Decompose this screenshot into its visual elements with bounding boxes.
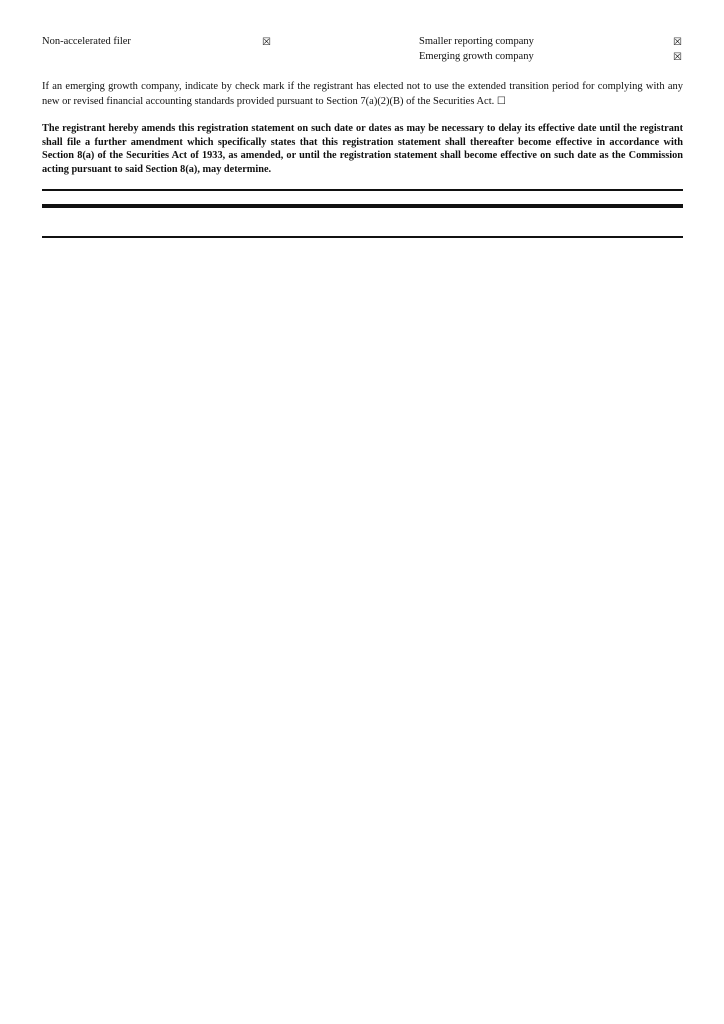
non-accelerated-filer-checkbox[interactable]: ☒ [262, 37, 271, 48]
emerging-growth-company-label: Emerging growth company [419, 51, 534, 62]
smaller-reporting-company-label: Smaller reporting company [419, 36, 534, 47]
transition-period-text: If an emerging growth company, indicate by check mark if the registrant has elected not to use the extended transition period for complying with any new or revised financial accounting standards provided pursuant to Section 7(a)(2)(B) of the Securities Act. [42, 81, 683, 107]
transition-period-checkbox[interactable]: ☐ [496, 96, 506, 107]
delaying-amendment-paragraph: The registrant hereby amends this registration statement on such date or dates as may be necessary to delay its effective date until the registrant shall file a further amendment which specifically states that this registration statement shall thereafter become effective in accordance with Section 8(a) of the Securities Act of 1933, as amended, or until the registration statement shall become effective on such date as the Commission acting pursuant to said Section 8(a), may determine. [42, 123, 683, 175]
divider-thin-bottom [42, 236, 683, 238]
smaller-reporting-company-checkbox[interactable]: ☒ [673, 37, 682, 48]
emerging-growth-company-checkbox[interactable]: ☒ [673, 52, 682, 63]
transition-period-notice [42, 79, 683, 109]
non-accelerated-filer-label: Non-accelerated filer [42, 36, 131, 47]
divider-thick [42, 204, 683, 208]
divider-thin-top [42, 189, 683, 191]
